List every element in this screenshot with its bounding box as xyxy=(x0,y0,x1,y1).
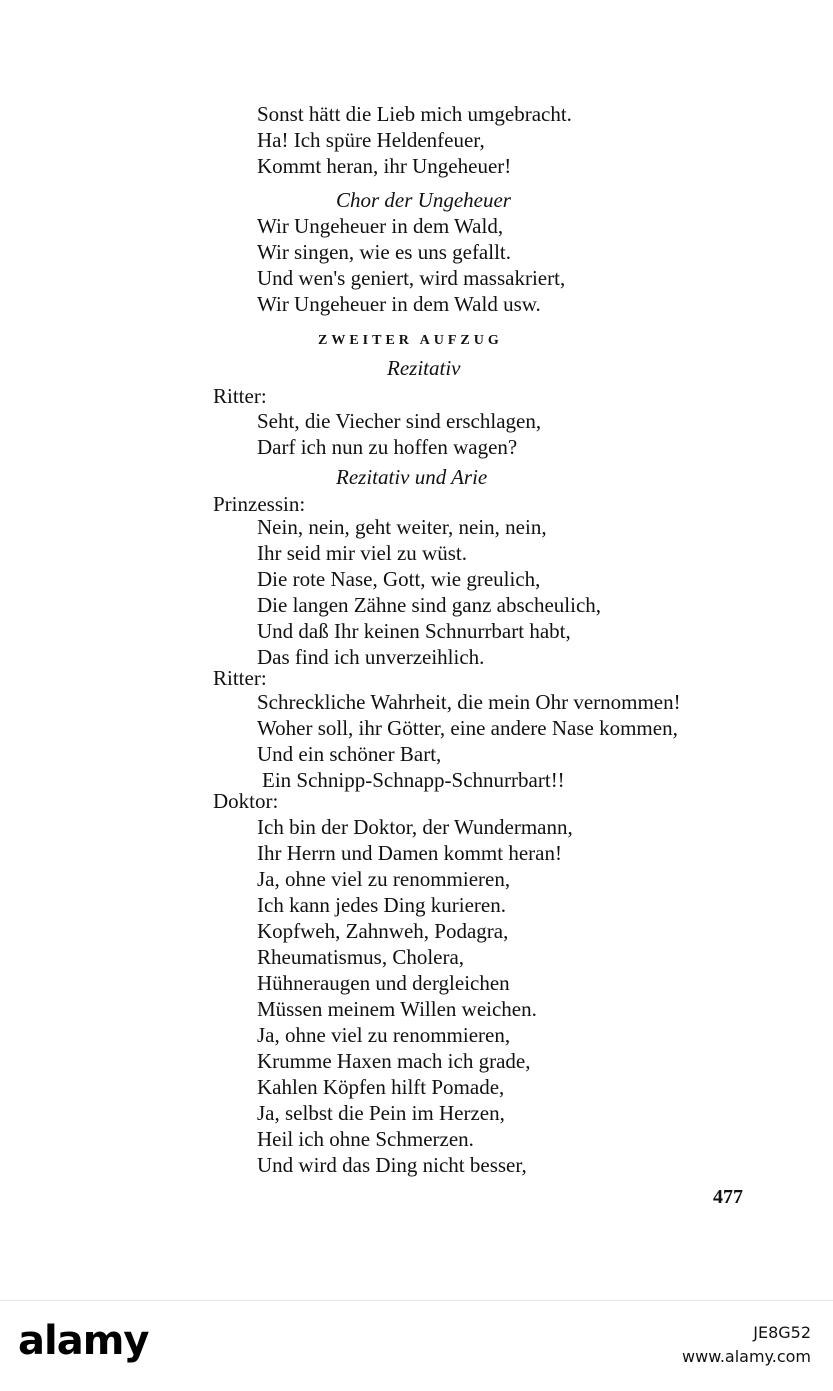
verse-line: Und daß Ihr keinen Schnurrbart habt, xyxy=(257,619,571,643)
page-number: 477 xyxy=(713,1186,743,1208)
verse-line: Wir Ungeheuer in dem Wald usw. xyxy=(257,292,541,316)
verse-line: Und wird das Ding nicht besser, xyxy=(257,1153,527,1177)
verse-block-opening xyxy=(0,101,833,179)
verse-line: Die langen Zähne sind ganz abscheulich, xyxy=(257,593,602,617)
verse-line: Und wen's geniert, wird massakriert, xyxy=(257,266,566,290)
watermark-logo: alamy xyxy=(18,1318,149,1364)
verse-line: Schreckliche Wahrheit, die mein Ohr vernommen! xyxy=(257,690,681,714)
verse-block-doktor xyxy=(0,814,833,1178)
verse-line: Rheumatismus, Cholera, xyxy=(257,945,465,969)
verse-line: Ihr seid mir viel zu wüst. xyxy=(257,541,467,565)
verse-line: Ja, ohne viel zu renommieren, xyxy=(257,1023,511,1047)
act-heading: ZWEITER AUFZUG xyxy=(318,333,503,348)
verse-block-ritter-1 xyxy=(0,408,833,460)
verse-line: Hühneraugen und dergleichen xyxy=(257,971,510,995)
section-heading-rezitativ: Rezitativ xyxy=(387,356,461,380)
verse-line: Das find ich unverzeihlich. xyxy=(257,645,485,669)
verse-block-chor xyxy=(0,213,833,317)
verse-line: Und ein schöner Bart, xyxy=(257,742,442,766)
verse-line: Ich kann jedes Ding kurieren. xyxy=(257,893,506,917)
verse-line: Kahlen Köpfen hilft Pomade, xyxy=(257,1075,505,1099)
verse-line: Wir singen, wie es uns gefallt. xyxy=(257,240,512,264)
verse-line: Ja, ohne viel zu renommieren, xyxy=(257,867,511,891)
verse-line: Kommt heran, ihr Ungeheuer! xyxy=(257,154,512,178)
verse-line: Kopfweh, Zahnweh, Podagra, xyxy=(257,919,509,943)
verse-line: Ja, selbst die Pein im Herzen, xyxy=(257,1101,505,1125)
verse-line: Nein, nein, geht weiter, nein, nein, xyxy=(257,515,547,539)
verse-line: Die rote Nase, Gott, wie greulich, xyxy=(257,567,541,591)
section-heading-rezitativ-arie: Rezitativ und Arie xyxy=(336,465,488,489)
verse-line: Ich bin der Doktor, der Wundermann, xyxy=(257,815,573,839)
verse-line: Ein Schnipp-Schnapp-Schnurrbart!! xyxy=(262,768,565,792)
speaker-ritter: Ritter: xyxy=(213,384,267,408)
verse-line: Sonst hätt die Lieb mich umgebracht. xyxy=(257,102,572,126)
verse-block-ritter-2 xyxy=(0,689,833,793)
verse-block-prinzessin xyxy=(0,514,833,670)
speaker-doktor: Doktor: xyxy=(213,789,279,813)
verse-line: Ha! Ich spüre Heldenfeuer, xyxy=(257,128,485,152)
speaker-ritter: Ritter: xyxy=(213,666,267,690)
verse-line: Woher soll, ihr Götter, eine andere Nase kommen, xyxy=(257,716,678,740)
verse-line: Seht, die Viecher sind erschlagen, xyxy=(257,409,542,433)
verse-line: Wir Ungeheuer in dem Wald, xyxy=(257,214,504,238)
verse-line: Krumme Haxen mach ich grade, xyxy=(257,1049,531,1073)
watermark-image-id: JE8G52 xyxy=(753,1323,811,1342)
verse-line: Ihr Herrn und Damen kommt heran! xyxy=(257,841,562,865)
verse-line: Darf ich nun zu hoffen wagen? xyxy=(257,435,518,459)
speaker-prinzessin: Prinzessin: xyxy=(213,492,306,516)
section-heading-chor: Chor der Ungeheuer xyxy=(336,188,511,212)
watermark-url: www.alamy.com xyxy=(682,1347,811,1366)
verse-line: Heil ich ohne Schmerzen. xyxy=(257,1127,474,1151)
verse-line: Müssen meinem Willen weichen. xyxy=(257,997,537,1021)
